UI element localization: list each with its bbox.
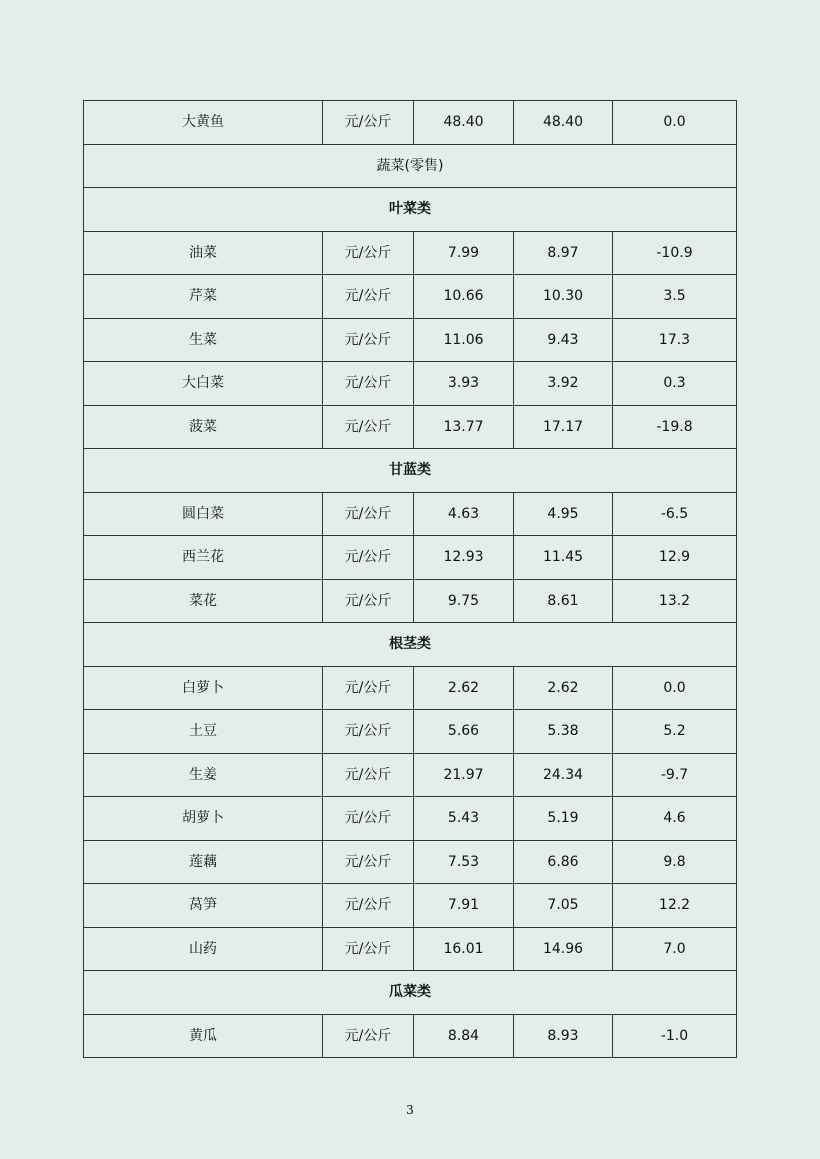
unit-cell: 元/公斤 xyxy=(323,536,414,580)
unit-cell: 元/公斤 xyxy=(323,840,414,884)
unit-cell: 元/公斤 xyxy=(323,884,414,928)
previous-price-cell: 9.43 xyxy=(514,318,613,362)
table-row xyxy=(84,318,737,362)
unit-cell: 元/公斤 xyxy=(323,579,414,623)
page-number: 3 xyxy=(406,1103,414,1117)
current-price-cell: 21.97 xyxy=(414,753,514,797)
current-price-cell: 5.66 xyxy=(414,710,514,754)
previous-price-cell: 4.95 xyxy=(514,492,613,536)
table-row xyxy=(84,536,737,580)
item-name-cell: 菜花 xyxy=(84,579,323,623)
item-name-cell: 大白菜 xyxy=(84,362,323,406)
section-header-row xyxy=(84,144,737,188)
table-row xyxy=(84,927,737,971)
item-name-cell: 生姜 xyxy=(84,753,323,797)
unit-cell: 元/公斤 xyxy=(323,797,414,841)
current-price-cell: 8.84 xyxy=(414,1014,514,1058)
item-name-cell: 圆白菜 xyxy=(84,492,323,536)
previous-price-cell: 8.61 xyxy=(514,579,613,623)
item-name-cell: 西兰花 xyxy=(84,536,323,580)
table-row xyxy=(84,275,737,319)
unit-cell: 元/公斤 xyxy=(323,362,414,406)
item-name-cell: 芹菜 xyxy=(84,275,323,319)
table-row xyxy=(84,710,737,754)
table-row xyxy=(84,884,737,928)
change-percent-cell: -6.5 xyxy=(613,492,737,536)
table-row xyxy=(84,362,737,406)
previous-price-cell: 2.62 xyxy=(514,666,613,710)
category-header-row xyxy=(84,971,737,1015)
previous-price-cell: 14.96 xyxy=(514,927,613,971)
current-price-cell: 4.63 xyxy=(414,492,514,536)
change-percent-cell: 0.0 xyxy=(613,101,737,145)
previous-price-cell: 5.38 xyxy=(514,710,613,754)
unit-cell: 元/公斤 xyxy=(323,666,414,710)
unit-cell: 元/公斤 xyxy=(323,231,414,275)
unit-cell: 元/公斤 xyxy=(323,318,414,362)
current-price-cell: 48.40 xyxy=(414,101,514,145)
item-name-cell: 大黄鱼 xyxy=(84,101,323,145)
current-price-cell: 7.99 xyxy=(414,231,514,275)
section-title: 蔬菜(零售) xyxy=(84,144,737,188)
unit-cell: 元/公斤 xyxy=(323,101,414,145)
price-table xyxy=(83,100,737,1058)
item-name-cell: 莲藕 xyxy=(84,840,323,884)
current-price-cell: 5.43 xyxy=(414,797,514,841)
current-price-cell: 11.06 xyxy=(414,318,514,362)
previous-price-cell: 7.05 xyxy=(514,884,613,928)
item-name-cell: 土豆 xyxy=(84,710,323,754)
current-price-cell: 7.53 xyxy=(414,840,514,884)
change-percent-cell: 3.5 xyxy=(613,275,737,319)
table-row xyxy=(84,492,737,536)
change-percent-cell: -1.0 xyxy=(613,1014,737,1058)
current-price-cell: 10.66 xyxy=(414,275,514,319)
category-title: 瓜菜类 xyxy=(84,971,737,1015)
category-header-row xyxy=(84,188,737,232)
change-percent-cell: 9.8 xyxy=(613,840,737,884)
category-header-row xyxy=(84,623,737,667)
unit-cell: 元/公斤 xyxy=(323,405,414,449)
category-title: 甘蓝类 xyxy=(84,449,737,493)
previous-price-cell: 48.40 xyxy=(514,101,613,145)
table-row xyxy=(84,101,737,145)
table-row xyxy=(84,753,737,797)
current-price-cell: 16.01 xyxy=(414,927,514,971)
table-row xyxy=(84,840,737,884)
table-row xyxy=(84,231,737,275)
item-name-cell: 生菜 xyxy=(84,318,323,362)
previous-price-cell: 3.92 xyxy=(514,362,613,406)
current-price-cell: 2.62 xyxy=(414,666,514,710)
change-percent-cell: 12.2 xyxy=(613,884,737,928)
change-percent-cell: 7.0 xyxy=(613,927,737,971)
previous-price-cell: 24.34 xyxy=(514,753,613,797)
current-price-cell: 13.77 xyxy=(414,405,514,449)
table-row xyxy=(84,797,737,841)
previous-price-cell: 8.93 xyxy=(514,1014,613,1058)
item-name-cell: 莴笋 xyxy=(84,884,323,928)
item-name-cell: 油菜 xyxy=(84,231,323,275)
change-percent-cell: 12.9 xyxy=(613,536,737,580)
current-price-cell: 9.75 xyxy=(414,579,514,623)
change-percent-cell: 4.6 xyxy=(613,797,737,841)
change-percent-cell: 5.2 xyxy=(613,710,737,754)
previous-price-cell: 8.97 xyxy=(514,231,613,275)
unit-cell: 元/公斤 xyxy=(323,753,414,797)
current-price-cell: 3.93 xyxy=(414,362,514,406)
previous-price-cell: 10.30 xyxy=(514,275,613,319)
previous-price-cell: 5.19 xyxy=(514,797,613,841)
table-row xyxy=(84,1014,737,1058)
item-name-cell: 山药 xyxy=(84,927,323,971)
change-percent-cell: -10.9 xyxy=(613,231,737,275)
item-name-cell: 黄瓜 xyxy=(84,1014,323,1058)
change-percent-cell: -9.7 xyxy=(613,753,737,797)
item-name-cell: 白萝卜 xyxy=(84,666,323,710)
change-percent-cell: -19.8 xyxy=(613,405,737,449)
table-row xyxy=(84,405,737,449)
unit-cell: 元/公斤 xyxy=(323,275,414,319)
unit-cell: 元/公斤 xyxy=(323,492,414,536)
table-row xyxy=(84,579,737,623)
category-header-row xyxy=(84,449,737,493)
unit-cell: 元/公斤 xyxy=(323,710,414,754)
change-percent-cell: 0.0 xyxy=(613,666,737,710)
change-percent-cell: 13.2 xyxy=(613,579,737,623)
category-title: 根茎类 xyxy=(84,623,737,667)
current-price-cell: 7.91 xyxy=(414,884,514,928)
unit-cell: 元/公斤 xyxy=(323,1014,414,1058)
previous-price-cell: 6.86 xyxy=(514,840,613,884)
change-percent-cell: 0.3 xyxy=(613,362,737,406)
price-table-body xyxy=(84,101,737,1058)
previous-price-cell: 17.17 xyxy=(514,405,613,449)
category-title: 叶菜类 xyxy=(84,188,737,232)
item-name-cell: 菠菜 xyxy=(84,405,323,449)
current-price-cell: 12.93 xyxy=(414,536,514,580)
unit-cell: 元/公斤 xyxy=(323,927,414,971)
item-name-cell: 胡萝卜 xyxy=(84,797,323,841)
previous-price-cell: 11.45 xyxy=(514,536,613,580)
table-row xyxy=(84,666,737,710)
change-percent-cell: 17.3 xyxy=(613,318,737,362)
